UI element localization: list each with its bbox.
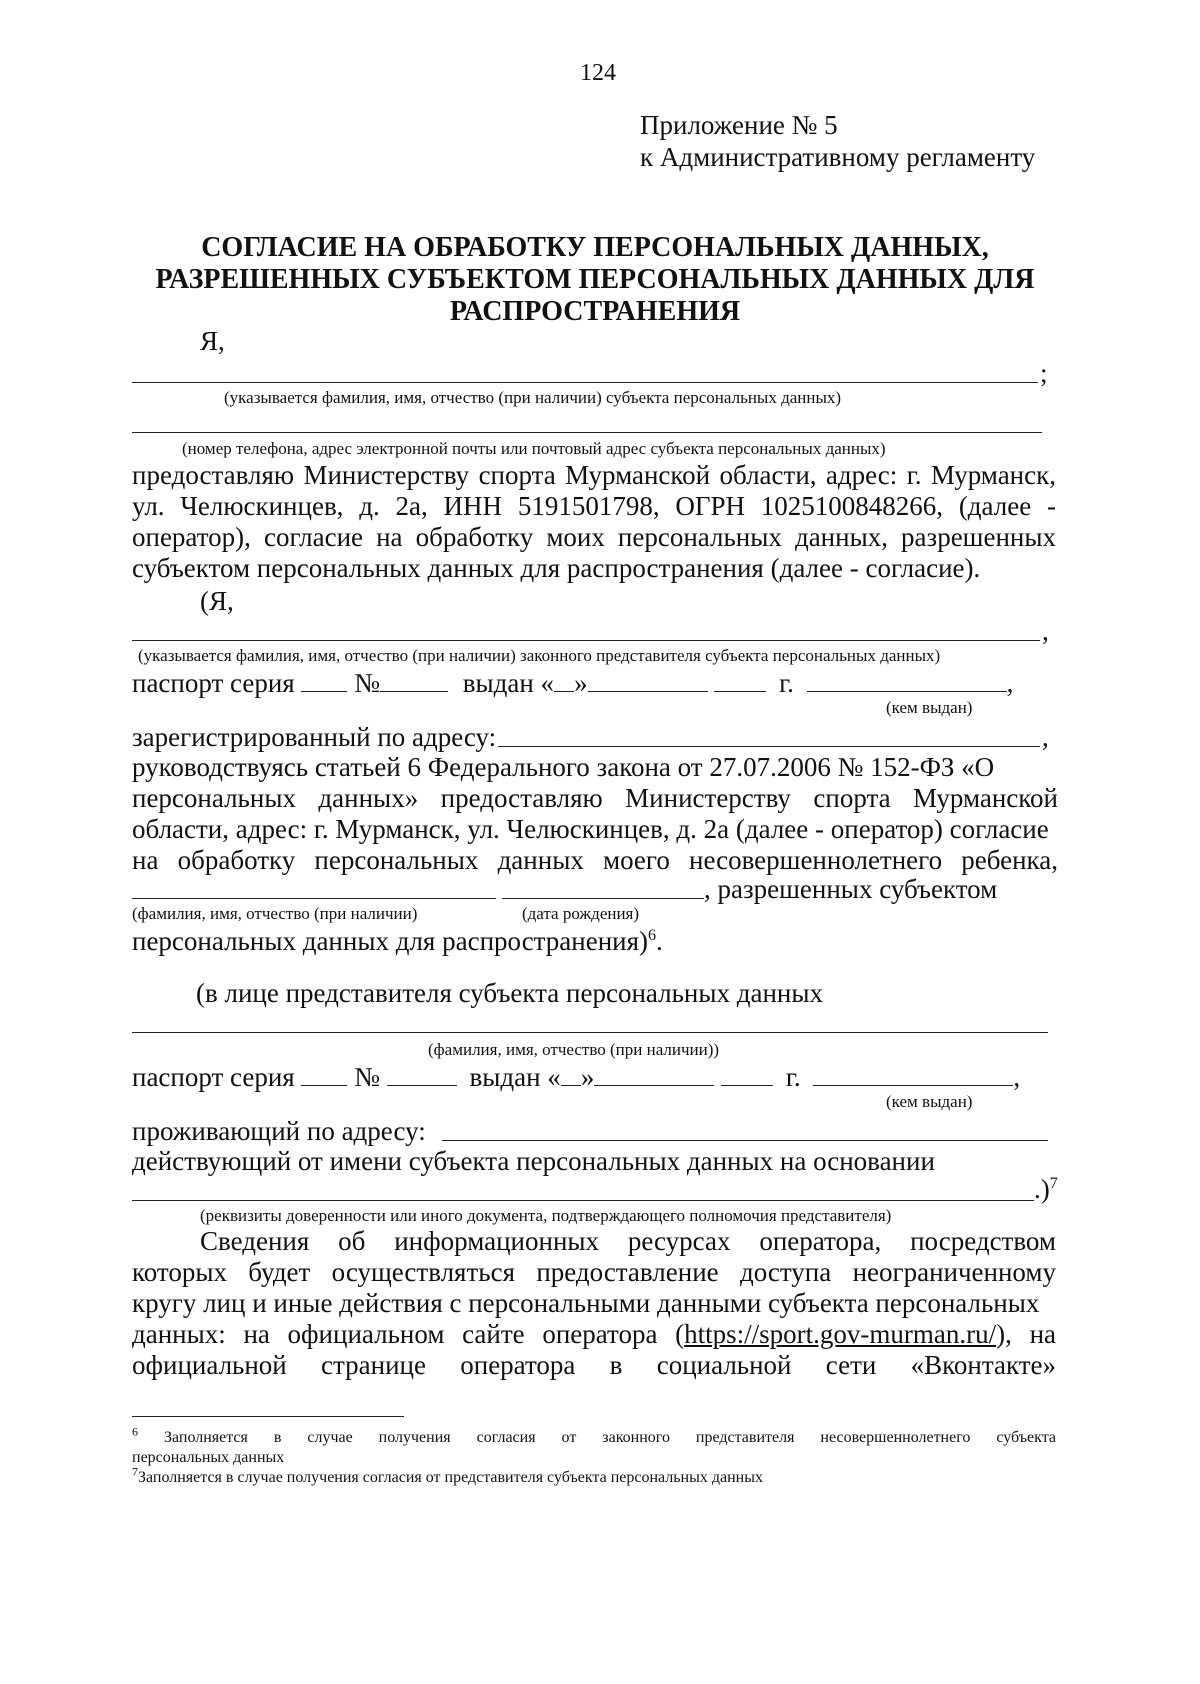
child-birth-date-field[interactable] xyxy=(502,898,704,899)
subject-fio-semicolon: ; xyxy=(1040,358,1048,388)
representative-closing xyxy=(1034,1174,1058,1204)
subject-contact-caption: (номер телефона, адрес электронной почты или почтовый адрес субъекта персональных данных) xyxy=(182,439,886,458)
footnote-7-text: Заполняется в случае получения согласия от представителя субъекта персональных данных xyxy=(138,1469,763,1486)
passport-issue-year-field[interactable] xyxy=(714,669,766,692)
guardian-fio-caption: (указывается фамилия, имя, отчество (при наличии) законного представителя субъекта персональных данных) xyxy=(138,646,941,665)
representative-fio-caption: (фамилия, имя, отчество (при наличии)) xyxy=(428,1040,720,1059)
subject-contact-field[interactable] xyxy=(132,432,1042,433)
passport-series-field[interactable] xyxy=(301,669,347,692)
guardian-registered-label: зарегистрированный по адресу: xyxy=(132,722,497,752)
passport-issue-month-field[interactable] xyxy=(588,669,708,692)
appendix-title: Приложение № 5 xyxy=(640,110,838,140)
rep-passport-issue-day-field[interactable] xyxy=(561,1063,581,1086)
guardian-text-line-4: на обработку персональных данных моего несовершеннолетнего ребенка, xyxy=(132,845,1058,875)
operator-site-link[interactable]: https://sport.gov-murman.ru/ xyxy=(684,1319,997,1349)
document-title-line-2: РАЗРЕШЕННЫХ СУБЪЕКТОМ ПЕРСОНАЛЬНЫХ ДАННЫХ ДЛЯ xyxy=(155,264,1035,295)
guardian-fio-comma: , xyxy=(1042,616,1049,646)
rep-passport-row-comma: , xyxy=(1013,1062,1021,1092)
passport-issued-label: выдан « xyxy=(462,668,555,698)
guardian-closing-dot: . xyxy=(656,926,663,956)
page-number: 124 xyxy=(580,60,616,86)
rep-passport-number-label: № xyxy=(354,1062,380,1092)
info-line-2: которых будет осуществляться предоставление доступа неограниченному xyxy=(132,1257,1056,1287)
rep-passport-issue-year-field[interactable] xyxy=(721,1063,773,1086)
info-line-4 xyxy=(132,1319,1056,1349)
rep-passport-series-label: паспорт серия xyxy=(132,1062,295,1092)
passport-number-label: № xyxy=(354,668,380,698)
passport-issued-close-quote: » xyxy=(574,668,588,698)
footnote-7 xyxy=(132,1464,763,1488)
footnote-6-line-1 xyxy=(132,1424,1057,1448)
footnote-6-text: Заполняется в случае получения согласия от законного представителя несовершеннолетнего субъекта xyxy=(163,1429,1057,1446)
document-title-line-3: РАСПРОСТРАНЕНИЯ xyxy=(449,296,741,327)
guardian-text-line-2: персональных данных» предоставляю Министерству спорта Мурманской xyxy=(132,783,1058,813)
para1-line-4: субъектом персональных данных для распространения (далее - согласие). xyxy=(132,553,981,583)
representative-passport-row xyxy=(132,1062,1020,1092)
rep-passport-issued-by-field[interactable] xyxy=(813,1063,1013,1086)
footnote-ref-6: 6 xyxy=(648,927,657,944)
guardian-passport-row xyxy=(132,668,1013,698)
guardian-issued-by-caption: (кем выдан) xyxy=(886,698,973,717)
footnote-6-line-2: персональных данных xyxy=(132,1449,285,1466)
para1-line-3: оператор), согласие на обработку моих персональных данных, разрешенных xyxy=(132,522,1056,552)
representative-basis-field[interactable] xyxy=(132,1200,1034,1201)
footnote-6-number: 6 xyxy=(132,1424,138,1439)
subject-fio-caption: (указывается фамилия, имя, отчество (при наличии) субъекта персональных данных) xyxy=(224,388,842,407)
para1-line-2: ул. Челюскинцев, д. 2а, ИНН 5191501798, ОГРН 1025100848266, (далее - xyxy=(132,491,1056,521)
representative-residing-label: проживающий по адресу: xyxy=(132,1116,426,1146)
footnote-ref-7: 7 xyxy=(1049,1175,1058,1192)
permitted-subject-text: , разрешенных субъектом xyxy=(704,874,998,904)
rep-passport-series-field[interactable] xyxy=(301,1063,347,1086)
rep-passport-number-field[interactable] xyxy=(387,1063,457,1086)
info-line-3: кругу лиц и иные действия с персональными данными субъекта персональных xyxy=(132,1288,1040,1318)
representative-fio-field[interactable] xyxy=(132,1032,1048,1033)
passport-number-field[interactable] xyxy=(380,669,448,692)
rep-passport-year-suffix: г. xyxy=(785,1062,801,1092)
representative-doc-caption: (реквизиты доверенности или иного документа, подтверждающего полномочия представителя) xyxy=(200,1206,892,1225)
footnote-separator xyxy=(132,1416,404,1417)
representative-intro: (в лице представителя субъекта персональных данных xyxy=(196,978,824,1008)
info-line-5: официальной странице оператора в социальной сети «Вконтакте» xyxy=(132,1350,1056,1380)
footnote-7-number: 7 xyxy=(132,1464,138,1479)
rep-passport-issued-close-quote: » xyxy=(580,1062,595,1092)
guardian-text-line-1: руководствуясь статьей 6 Федерального закона от 27.07.2006 № 152-ФЗ «О xyxy=(132,752,995,782)
guardian-address-field[interactable] xyxy=(498,746,1040,747)
guardian-closing-line xyxy=(132,926,663,956)
child-fio-field[interactable] xyxy=(132,898,496,899)
guardian-address-comma: , xyxy=(1042,722,1049,752)
guardian-ya-label: (Я, xyxy=(200,586,234,616)
passport-issue-day-field[interactable] xyxy=(554,669,574,692)
info-line-1: Сведения об информационных ресурсах оператора, посредством xyxy=(200,1226,1056,1256)
subject-ya-label: Я, xyxy=(200,326,225,356)
guardian-fio-field[interactable] xyxy=(132,640,1040,641)
rep-passport-issued-label: выдан « xyxy=(469,1062,561,1092)
subject-fio-field[interactable] xyxy=(132,382,1038,383)
passport-year-suffix: г. xyxy=(779,668,794,698)
para1-line-1: предоставляю Министерству спорта Мурманской области, адрес: г. Мурманск, xyxy=(132,460,1056,490)
document-title-line-1: СОГЛАСИЕ НА ОБРАБОТКУ ПЕРСОНАЛЬНЫХ ДАННЫХ, xyxy=(201,232,989,263)
passport-series-label: паспорт серия xyxy=(132,668,295,698)
info-line-4-end: ), на xyxy=(996,1319,1056,1349)
child-fio-caption: (фамилия, имя, отчество (при наличии) xyxy=(132,904,418,923)
representative-acting-label: действующий от имени субъекта персональных данных на основании xyxy=(132,1146,935,1176)
child-birth-date-caption: (дата рождения) xyxy=(522,904,640,923)
passport-issued-by-field[interactable] xyxy=(807,669,1007,692)
passport-row-comma: , xyxy=(1006,668,1014,698)
guardian-closing-text: персональных данных для распространения) xyxy=(132,926,649,956)
info-line-4-start: данных: на официальном сайте оператора ( xyxy=(132,1319,685,1349)
rep-passport-issue-month-field[interactable] xyxy=(594,1063,714,1086)
representative-closing-text: .) xyxy=(1034,1174,1050,1204)
representative-address-field[interactable] xyxy=(442,1140,1048,1141)
appendix-subtitle: к Административному регламенту xyxy=(640,142,1036,172)
guardian-text-line-3: области, адрес: г. Мурманск, ул. Челюскинцев, д. 2а (далее - оператор) согласие xyxy=(132,814,1049,844)
representative-issued-by-caption: (кем выдан) xyxy=(886,1092,973,1111)
